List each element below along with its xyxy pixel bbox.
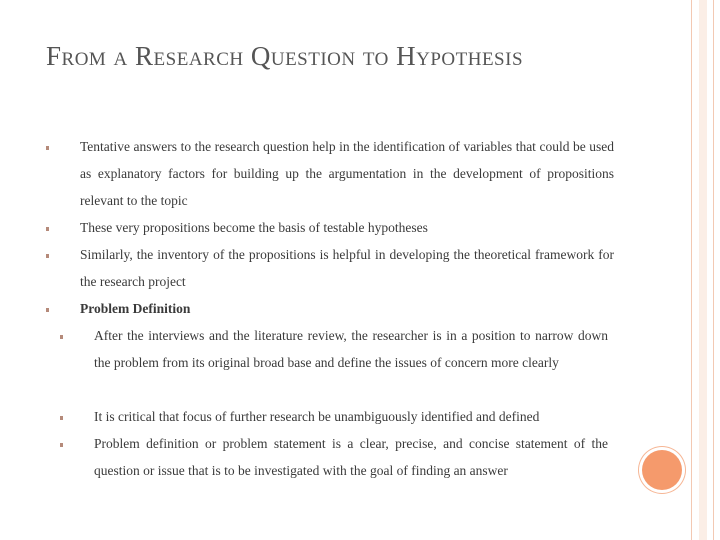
bullet-text: These very propositions become the basis of testable hypotheses bbox=[80, 220, 428, 235]
sub-list-item bbox=[94, 403, 608, 430]
slide-title: From a Research Question to Hypothesis bbox=[46, 41, 524, 71]
bullet-marker bbox=[46, 254, 49, 258]
bullet-marker bbox=[46, 308, 49, 312]
sub-bullet-marker bbox=[60, 443, 63, 447]
sub-list-item bbox=[94, 430, 608, 484]
list-item bbox=[80, 241, 614, 295]
sub-bullet-text: After the interviews and the literature review, the researcher is in a position to narrow down the problem from its original broad base and define the issues of concern more clearly bbox=[94, 328, 608, 370]
sub-bullet-text: It is critical that focus of further research be unambiguously identified and defined bbox=[94, 409, 540, 424]
sub-list-item bbox=[94, 322, 608, 376]
sub-bullet-marker bbox=[60, 335, 63, 339]
section-heading: Problem Definition bbox=[80, 301, 191, 316]
decorative-border-line bbox=[691, 0, 692, 540]
bullet-marker bbox=[46, 227, 49, 231]
bullet-marker bbox=[46, 146, 49, 150]
decorative-border-band bbox=[699, 0, 707, 540]
list-item bbox=[80, 295, 614, 322]
list-item bbox=[80, 214, 614, 241]
decorative-circle bbox=[642, 450, 682, 490]
list-item bbox=[80, 133, 614, 214]
sub-bullet-text: Problem definition or problem statement is a clear, precise, and concise statement of the question or issue that is to be investigated with the goal of finding an answer bbox=[94, 436, 608, 478]
decorative-border-line bbox=[713, 0, 714, 540]
bullet-text: Similarly, the inventory of the propositions is helpful in developing the theoretical framework for the research project bbox=[80, 247, 614, 289]
sub-bullet-marker bbox=[60, 416, 63, 420]
bullet-text: Tentative answers to the research question help in the identification of variables that could be used as explanatory factors for building up the argumentation in the development of propositions relevant to the topic bbox=[80, 139, 614, 208]
